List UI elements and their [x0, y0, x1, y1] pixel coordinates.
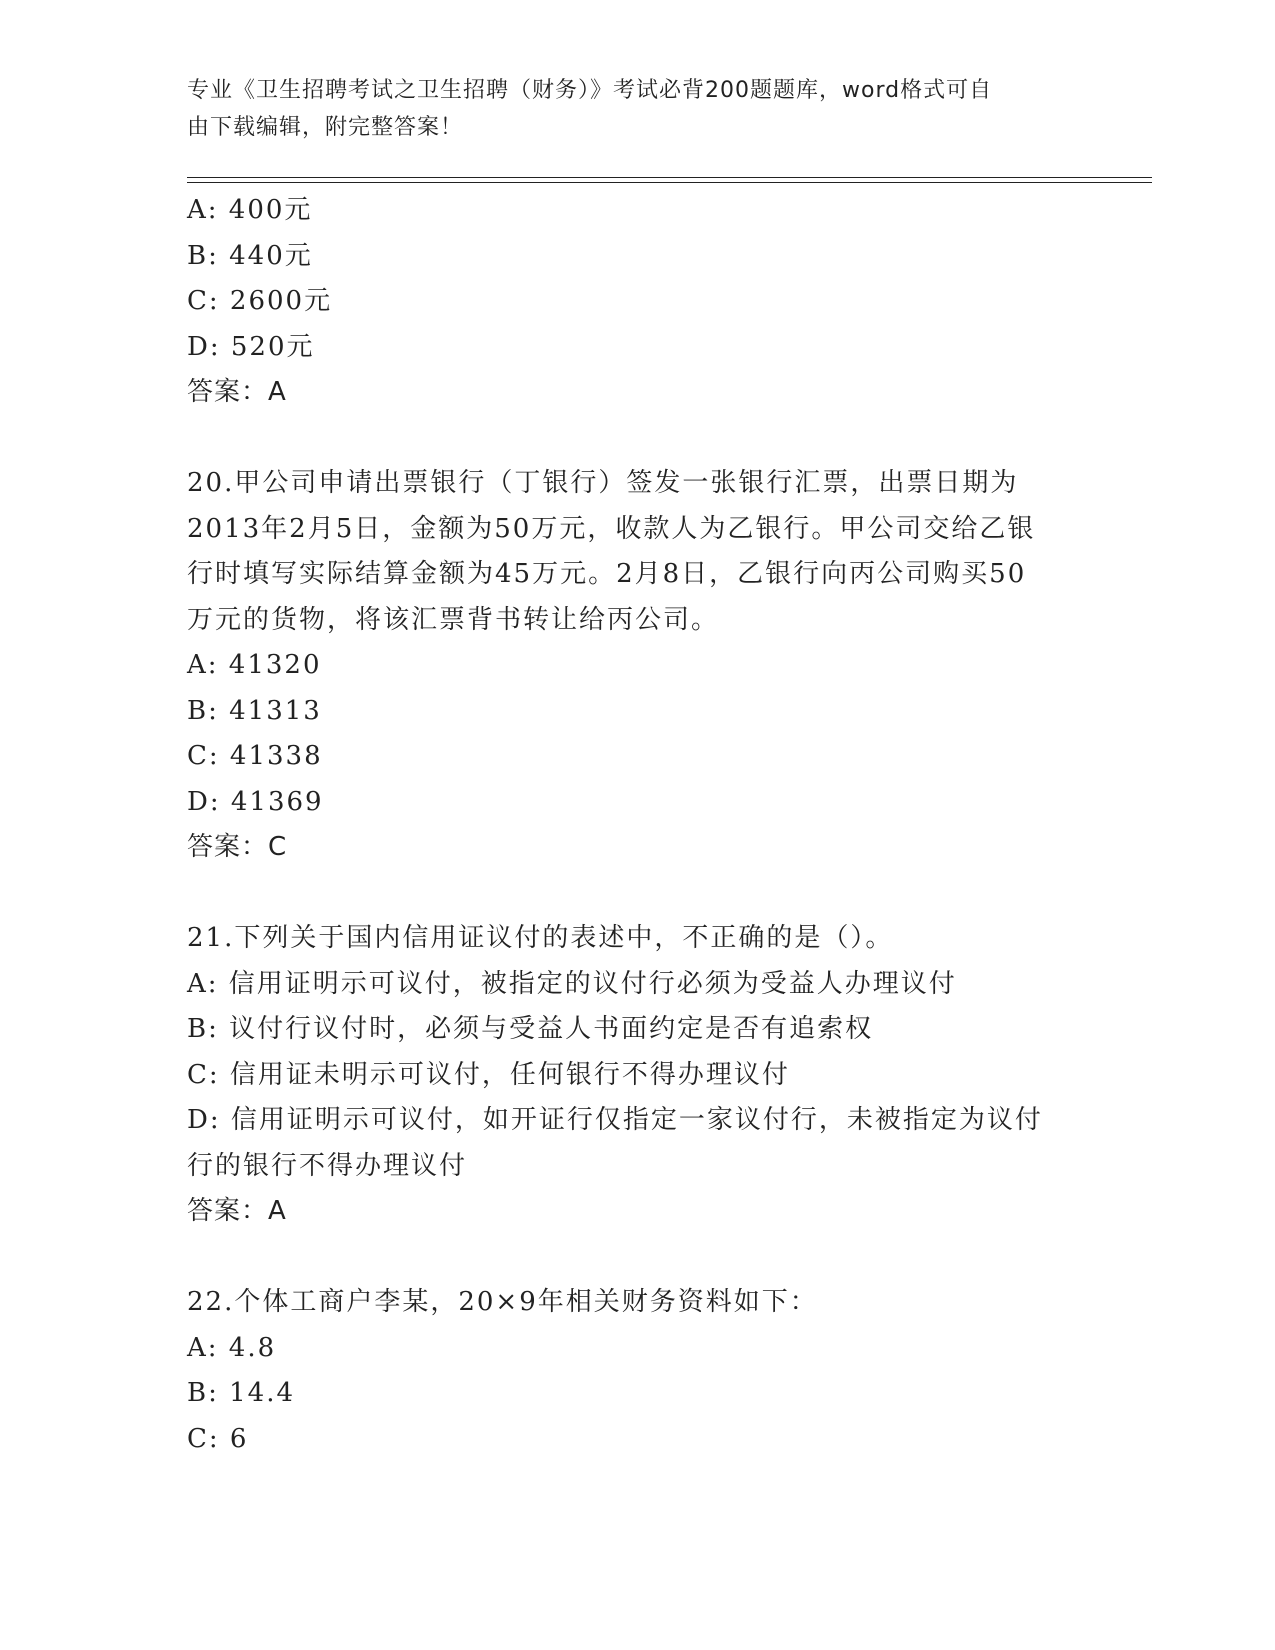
q20-answer: 答案：C [187, 832, 288, 862]
header-divider [187, 177, 1152, 183]
spacer [187, 416, 1087, 462]
q22-option-a: A: 4.8 [187, 1332, 277, 1363]
q22-option-b: B: 14.4 [187, 1378, 296, 1408]
q21-option-c: C: 信用证未明示可议付，任何银行不得办理议付 [187, 1059, 790, 1090]
header-title-line-2: 由下载编辑，附完整答案！ [187, 115, 464, 140]
spacer [187, 871, 1087, 917]
spacer [187, 1235, 1087, 1281]
q19-option-a: A: 400元 [187, 195, 313, 225]
question-21 [187, 916, 1087, 1235]
q21-stem: 21.下列关于国内信用证议付的表述中，不正确的是（）。 [187, 923, 894, 953]
q21-option-a: A: 信用证明示可议付，被指定的议付行必须为受益人办理议付 [187, 968, 957, 999]
q20-option-a: A: 41320 [187, 650, 322, 680]
q22-stem: 22.个体工商户李某，20×9年相关财务资料如下： [187, 1287, 818, 1317]
q21-option-d-line-2: 行的银行不得办理议付 [187, 1150, 468, 1181]
q20-stem-line-2: 2013年2月5日，金额为50万元，收款人为乙银行。甲公司交给乙银 [187, 513, 1036, 544]
q19-answer: 答案：A [187, 377, 287, 407]
header-title-line-1: 专业《卫生招聘考试之卫生招聘（财务）》考试必背200题题库，word格式可自 [187, 78, 993, 103]
q19-option-c: C: 2600元 [187, 286, 333, 316]
document-body [187, 188, 1087, 1462]
question-19-tail [187, 188, 1087, 416]
q20-stem-line-3: 行时填写实际结算金额为45万元。2月8日，乙银行向丙公司购买50 [187, 559, 1027, 589]
question-22 [187, 1280, 1087, 1462]
q20-option-d: D: 41369 [187, 786, 324, 817]
q19-option-d: D: 520元 [187, 331, 315, 362]
q20-option-b: B: 41313 [187, 695, 322, 726]
q20-stem-line-4: 万元的货物，将该汇票背书转让给丙公司。 [187, 604, 720, 635]
q22-option-c: C: 6 [187, 1423, 249, 1454]
q20-option-c: C: 41338 [187, 741, 323, 771]
document-header [187, 72, 1087, 146]
q19-option-b: B: 440元 [187, 240, 313, 271]
q21-option-b: B: 议付行议付时，必须与受益人书面约定是否有追索权 [187, 1014, 874, 1044]
q20-stem-line-1: 20.甲公司申请出票银行（丁银行）签发一张银行汇票，出票日期为 [187, 468, 1019, 498]
q21-answer: 答案：A [187, 1196, 287, 1226]
q21-option-d-line-1: D: 信用证明示可议付，如开证行仅指定一家议付行，未被指定为议付 [187, 1105, 1043, 1135]
question-20 [187, 461, 1087, 871]
